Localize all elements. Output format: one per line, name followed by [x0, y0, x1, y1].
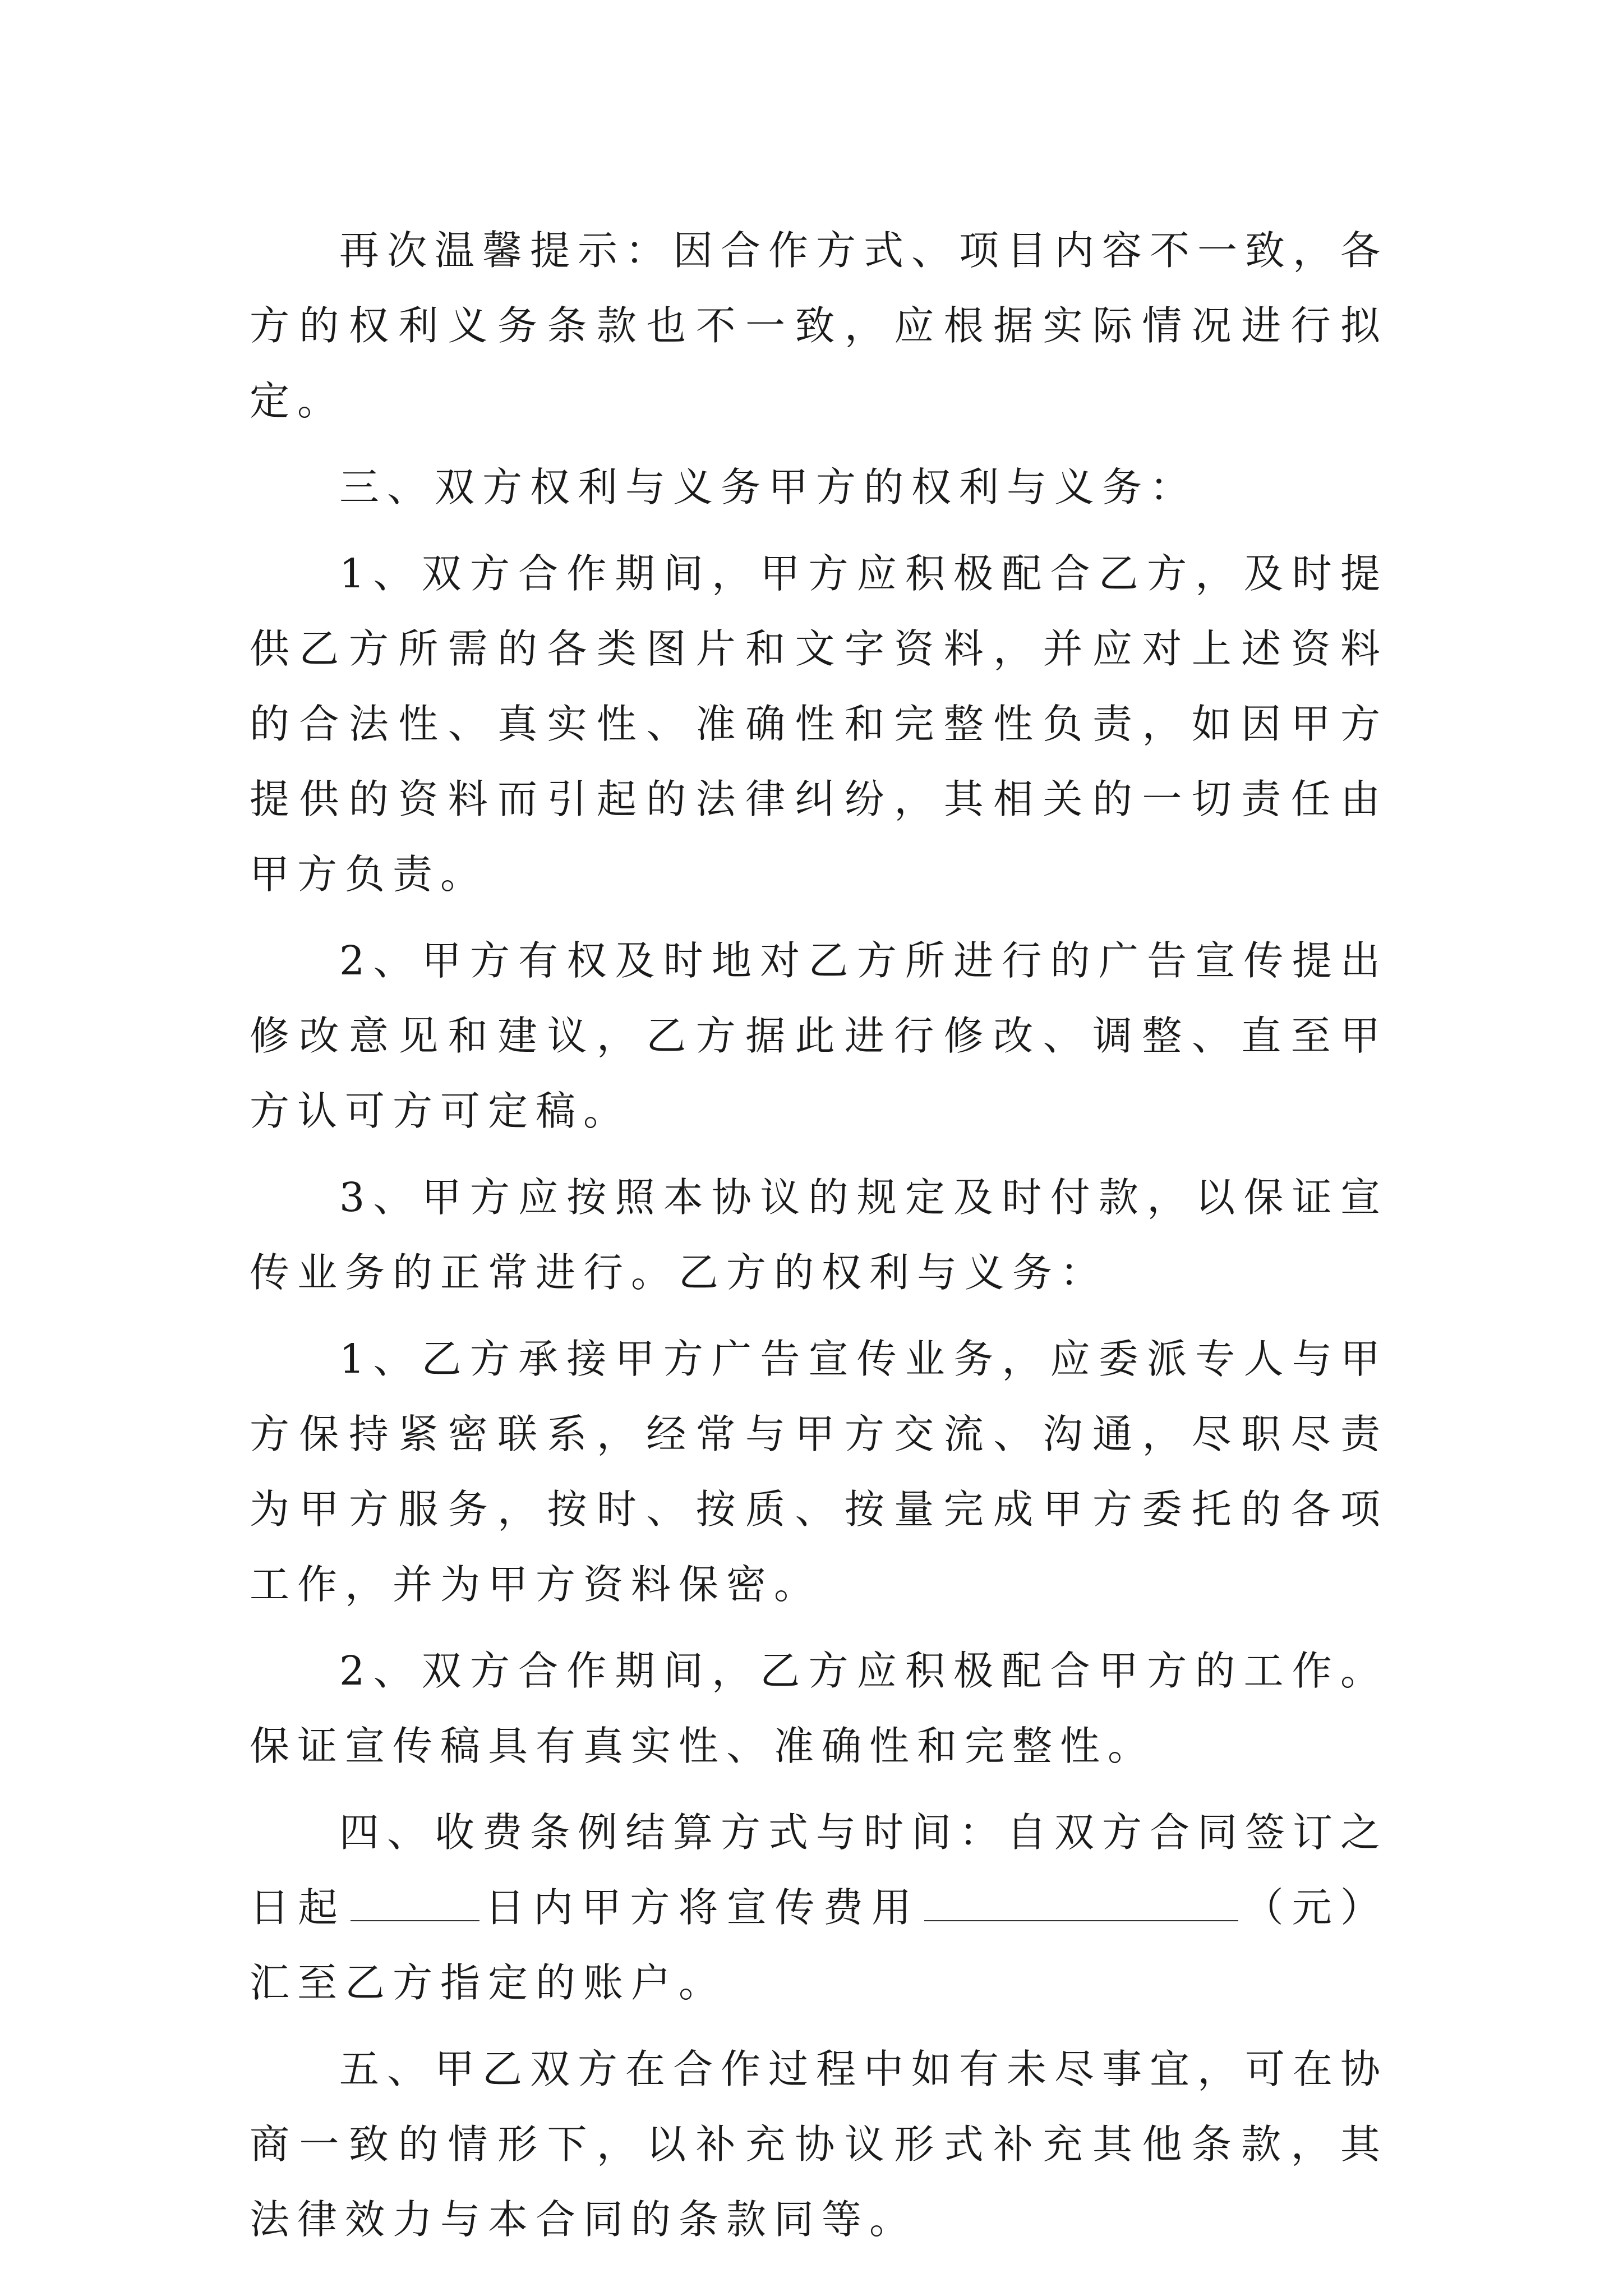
- amount-blank-line: [924, 1920, 1238, 1921]
- party-a-clause-3: 3、甲方应按照本协议的规定及时付款，以保证宣传业务的正常进行。乙方的权利与义务：: [250, 1174, 1388, 1296]
- party-a-clause-2: 2、甲方有权及时地对乙方所进行的广告宣传提出修改意见和建议，乙方据此进行修改、调整、直至甲方认可方可定稿。: [250, 937, 1388, 1134]
- payment-terms-paragraph: [250, 1795, 1388, 2021]
- days-blank-line: [351, 1920, 479, 1921]
- party-a-clause-1: 1、双方合作期间，甲方应积极配合乙方，及时提供乙方所需的各类图片和文字资料，并应对上述资料的合法性、真实性、准确性和完整性负责，如因甲方提供的资料而引起的法律纠纷，其相关的一切责任由甲方负责。: [250, 550, 1388, 898]
- reminder-paragraph: 再次温馨提示：因合作方式、项目内容不一致，各方的权利义务条款也不一致，应根据实际情况进行拟定。: [250, 227, 1389, 424]
- payment-terms-text-1: 四、收费条例结算方式与时间：自双方合同签订之日起: [250, 1809, 1389, 1931]
- document-body: [250, 213, 1388, 2269]
- section-five-paragraph: 五、甲乙双方在合作过程中如有未尽事宜，可在协商一致的情形下，以补充协议形式补充其他条款，其法律效力与本合同的条款同等。: [250, 2046, 1389, 2243]
- section-three-heading: 三、双方权利与义务甲方的权利与义务：: [339, 464, 1198, 510]
- party-b-clause-1: 1、乙方承接甲方广告宣传业务，应委派专人与甲方保持紧密联系，经常与甲方交流、沟通，尽职尽责为甲方服务，按时、按质、按量完成甲方委托的各项工作，并为甲方资料保密。: [250, 1336, 1388, 1608]
- payment-terms-text-3: （元）汇至乙方指定的账户。: [250, 1884, 1388, 2006]
- party-b-clause-2: 2、双方合作期间，乙方应积极配合甲方的工作。保证宣传稿具有真实性、准确性和完整性。: [250, 1648, 1388, 1769]
- payment-terms-text-2: 日内甲方将宣传费用: [484, 1884, 920, 1931]
